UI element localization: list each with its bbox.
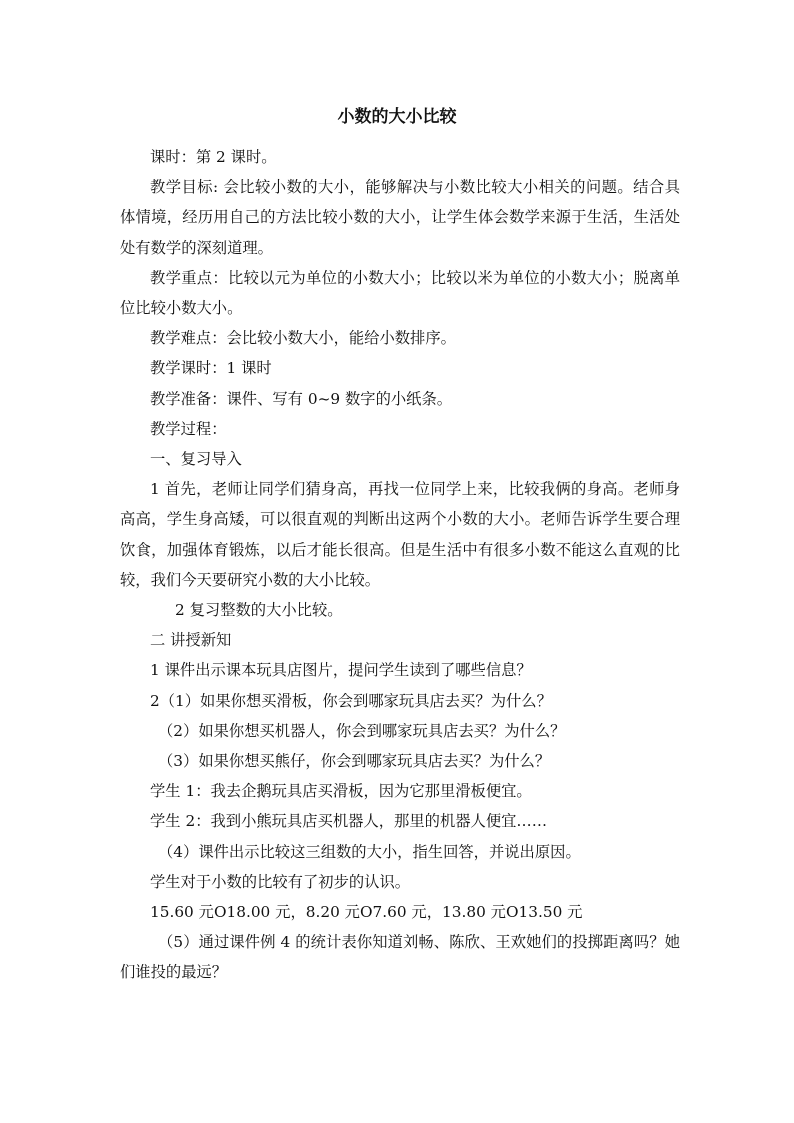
section-new-knowledge-heading: 二 讲授新知 [150,631,232,650]
new-knowledge-item-2-2: （2）如果你想买机器人，你会到哪家玩具店去买？为什么？ [158,721,566,740]
teaching-preparation: 教学准备：课件、写有 0~9 数字的小纸条。 [150,389,453,408]
lesson-period: 课时：第 2 课时。 [150,148,277,166]
page-title: 小数的大小比较 [337,107,457,127]
student-answer-2: 学生 2：我到小熊玩具店买机器人，那里的机器人便宜…… [150,812,548,831]
review-paragraph-2: 2 复习整数的大小比较。 [175,601,343,620]
comparison-exercise: 15.60 元O18.00 元，8.20 元O7.60 元，13.80 元O13.50 元 [150,903,583,922]
section-review-heading: 一、复习导入 [150,450,242,469]
student-answer-1: 学生 1：我去企鹅玩具店买滑板，因为它那里滑板便宜。 [150,782,532,801]
new-knowledge-item-2-1: 2（1）如果你想买滑板，你会到哪家玩具店去买？为什么？ [150,691,552,710]
teaching-objective: 教学目标: 会比较小数的大小，能够解决与小数比较大小相关的问题。结合具体情境，经历用自己的方法比较小数的大小，让学生体会数学来源于生活，生活处处有数学的深刻道理。 [120,178,680,257]
document-body [120,142,680,988]
teaching-difficulties: 教学难点：会比较小数大小，能给小数排序。 [150,329,456,348]
new-knowledge-item-2-4: （4）课件出示比较这三组数的大小，指生回答，并说出原因。 [158,842,581,861]
new-knowledge-item-1: 1 课件出示课本玩具店图片，提问学生读到了哪些信息？ [150,661,532,680]
teaching-hours: 教学课时：1 课时 [150,359,272,378]
review-paragraph-1: 1 首先，老师让同学们猜身高，再找一位同学上来，比较我俩的身高。老师身高高，学生身高矮，可以很直观的判断出这两个小数的大小。老师告诉学生要合理饮食，加强体育锻炼，以后才能长很高。但是生活中有很多小数不能这么直观的比较，我们今天要研究小数的大小比较。 [120,480,680,589]
new-knowledge-item-2-3: （3）如果你想买熊仔，你会到哪家玩具店去买？为什么？ [158,752,551,771]
teaching-key-points: 教学重点：比较以元为单位的小数大小；比较以米为单位的小数大小；脱离单位比较小数大小。 [120,268,680,318]
initial-understanding: 学生对于小数的比较有了初步的认识。 [150,872,411,891]
teaching-process-heading: 教学过程： [150,419,227,438]
new-knowledge-item-2-5: （5）通过课件例 4 的统计表你知道刘畅、陈欣、王欢她们的投掷距离吗？她们谁投的最远？ [120,933,680,982]
